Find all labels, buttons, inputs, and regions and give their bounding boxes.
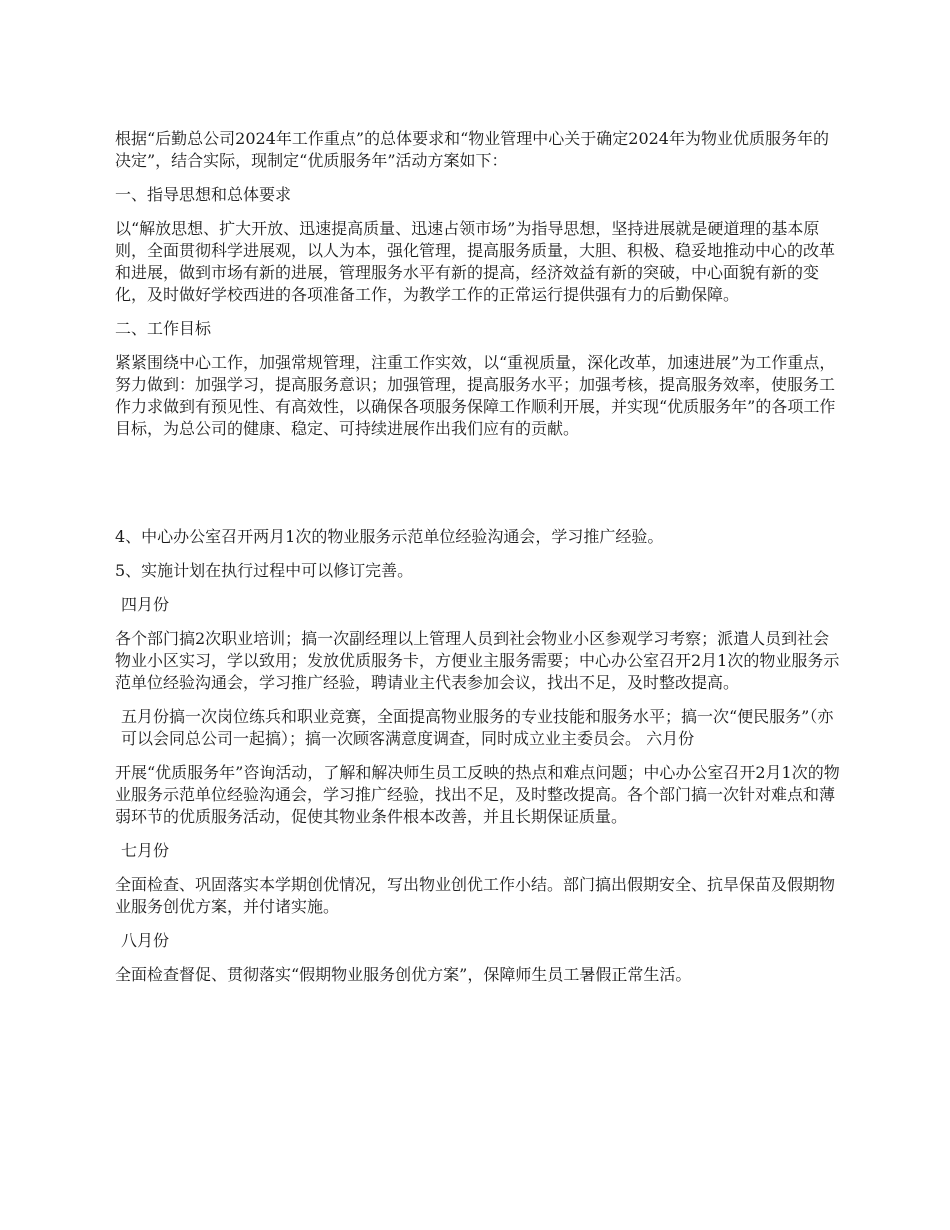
april-paragraph: 各个部门搞2次职业培训；搞一次副经理以上管理人员到社会物业小区参观学习考察；派遣人员到社会物业小区实习，学以致用；发放优质服务卡，方便业主服务需要；中心办公室召开2月1次的物业服务示范单位经验沟通会，学习推广经验，聘请业主代表参加会议，找出不足，及时整改提高。 <box>115 629 840 692</box>
section1-heading: 一、指导思想和总体要求 <box>115 185 292 204</box>
april-heading: 四月份 <box>121 595 170 614</box>
section2-heading: 二、工作目标 <box>115 319 212 338</box>
july-heading: 七月份 <box>121 841 170 860</box>
august-heading: 八月份 <box>121 931 170 950</box>
blank-gap <box>115 452 842 526</box>
august-paragraph: 全面检查督促、贯彻落实“假期物业服务创优方案”，保障师生员工暑假正常生活。 <box>115 965 692 984</box>
document-body <box>115 128 842 998</box>
may-june-paragraph: 五月份搞一次岗位练兵和职业竞赛，全面提高物业服务的专业技能和服务水平；搞一次“便民服务”（亦可以会同总公司一起搞）；搞一次顾客满意度调查，同时成立业主委员会。 六月份 <box>121 707 834 748</box>
intro-paragraph: 根据“后勤总公司2024年工作重点”的总体要求和“物业管理中心关于确定2024年为物业优质服务年的决定”，结合实际，现制定“优质服务年”活动方案如下： <box>115 129 829 170</box>
item-4: 4、中心办公室召开两月1次的物业服务示范单位经验沟通会，学习推广经验。 <box>115 527 664 546</box>
item-5: 5、实施计划在执行过程中可以修订完善。 <box>115 561 414 580</box>
july-paragraph: 全面检查、巩固落实本学期创优情况，写出物业创优工作小结。部门搞出假期安全、抗旱保苗及假期物业服务创优方案，并付诸实施。 <box>115 875 836 916</box>
section2-paragraph: 紧紧围绕中心工作，加强常规管理，注重工作实效，以“重视质量，深化改革，加速进展”为工作重点，努力做到：加强学习，提高服务意识；加强管理，提高服务水平；加强考核，提高服务效率，使服务工作力求做到有预见性、有高效性，以确保各项服务保障工作顺利开展，并实现“优质服务年”的各项工作目标，为总公司的健康、稳定、可持续进展作出我们应有的贡献。 <box>115 353 836 438</box>
june-paragraph: 开展“优质服务年”咨询活动，了解和解决师生员工反映的热点和难点问题；中心办公室召开2月1次的物业服务示范单位经验沟通会，学习推广经验，找出不足，及时整改提高。各个部门搞一次针对难点和薄弱环节的优质服务活动，促使其物业条件根本改善，并且长期保证质量。 <box>115 763 840 826</box>
section1-paragraph: 以“解放思想、扩大开放、迅速提高质量、迅速占领市场”为指导思想，坚持进展就是硬道理的基本原则，全面贯彻科学进展观，以人为本，强化管理，提高服务质量，大胆、积极、稳妥地推动中心的改革和进展，做到市场有新的进展，管理服务水平有新的提高，经济效益有新的突破，中心面貌有新的变化，及时做好学校西进的各项准备工作，为教学工作的正常运行提供强有力的后勤保障。 <box>115 219 836 304</box>
